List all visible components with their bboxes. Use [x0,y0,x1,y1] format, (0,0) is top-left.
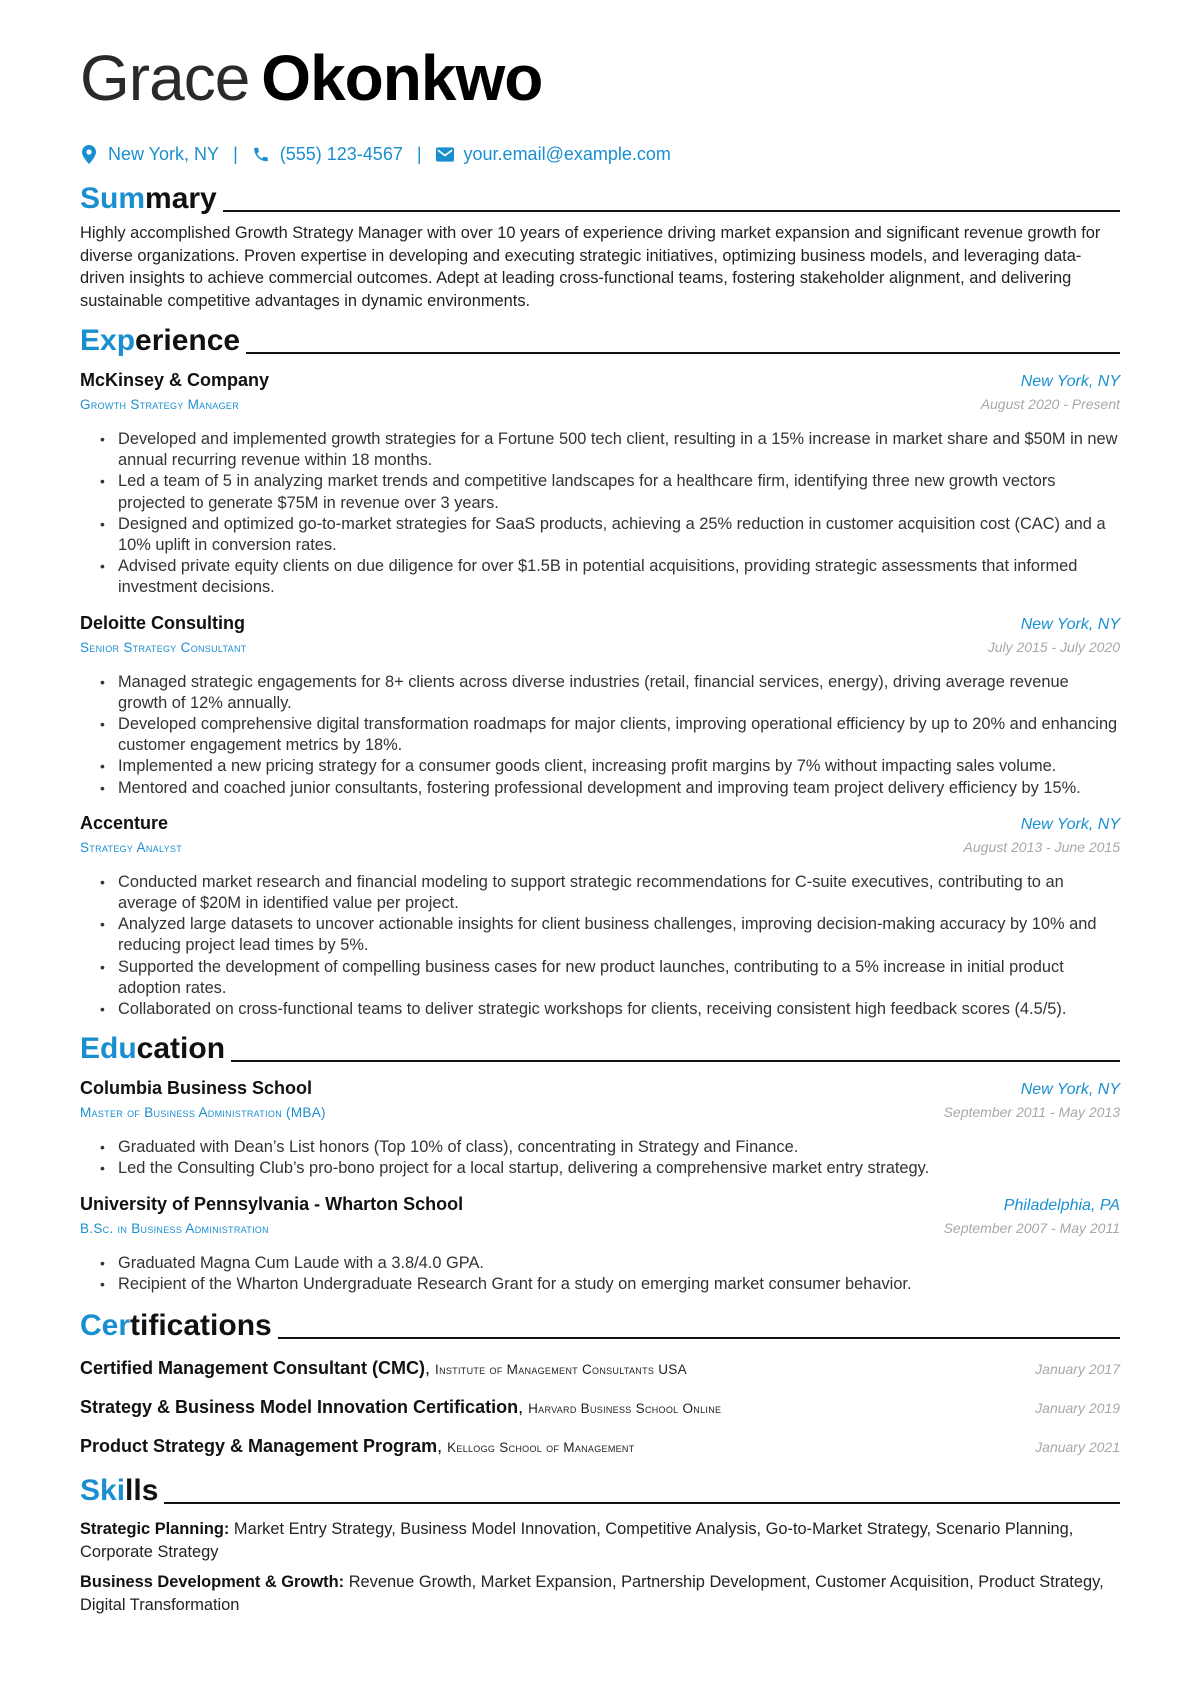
education-entry [80,1192,1120,1295]
bullet-list [80,429,1120,599]
contact-email[interactable]: your.email@example.com [463,143,671,164]
bullet-list [80,1137,1120,1179]
degree: B.Sc. in Business Administration [80,1220,269,1236]
bullet-list [80,1253,1120,1295]
title-rest: erience [135,324,241,357]
entry-dates: August 2020 - Present [980,396,1120,412]
certification-name: Strategy & Business Model Innovation Certification [80,1397,519,1418]
entry-dates: September 2007 - May 2011 [943,1219,1120,1236]
title-rest: lls [125,1474,159,1508]
certifications-heading [80,1303,1120,1343]
title-accent: Edu [80,1032,137,1066]
entry-location: New York, NY [1020,815,1120,833]
entry-location: New York, NY [1020,1081,1120,1099]
bullet-item: • Conducted market research and financial modeling to support strategic recommendations for C-suite executives, contributing to an average of $20M in identified value per project. [118,872,1120,914]
job-title: Strategy Analyst [80,839,182,855]
experience-list [80,368,1120,1020]
certification-name: Certified Management Consultant (CMC) [80,1358,426,1379]
bullet-item: • Developed and implemented growth strategies for a Fortune 500 tech client, resulting in a 15% increase in market share and $50M in new annual recurring revenue within 18 months. [118,429,1120,471]
section-rule [223,210,1120,212]
skill-category: Strategic Planning: [80,1520,230,1539]
education-heading [80,1026,1120,1066]
entry-dates: August 2013 - June 2015 [963,838,1120,855]
section-title [80,1474,158,1508]
summary-heading [80,176,1120,216]
phone-icon [252,144,270,164]
entry-dates: September 2011 - May 2013 [943,1104,1120,1121]
contact-line [80,142,1120,166]
certification-name: Product Strategy & Management Program [80,1436,438,1457]
title-rest: mary [145,182,217,215]
degree: Master of Business Administration (MBA) [80,1105,326,1121]
section-rule [231,1060,1120,1062]
bullet-list [80,672,1120,799]
entry-dates: July 2015 - July 2020 [987,638,1120,655]
school-name: University of Pennsylvania - Wharton School [80,1193,464,1214]
bullet-item: • Graduated with Dean’s List honors (Top 10% of class), concentrating in Strategy and Finance. [118,1137,1120,1158]
comma: , [425,1358,436,1379]
school-name: Columbia Business School [80,1078,313,1099]
job-title: Senior Strategy Consultant [80,639,247,655]
experience-entry [80,611,1120,799]
bullet-item: • Supported the development of compelling business cases for new product launches, contributing to a 5% increase in initial product adoption rates. [118,957,1120,999]
section-rule [278,1337,1120,1339]
title-accent: Sum [80,182,146,215]
bullet-item: • Developed comprehensive digital transformation roadmaps for major clients, improving operational efficiency by up to 20% and enhancing customer engagement metrics by 18%. [118,714,1120,756]
certification-date: January 2019 [1035,1400,1120,1417]
skill-list: Revenue Growth, Market Expansion, Partnership Development, Customer Acquisition, Product Strategy, Digital Transformation [80,1573,1104,1614]
comma: , [518,1397,529,1418]
company-name: McKinsey & Company [80,370,270,390]
skill-group [80,1518,1120,1563]
envelope-icon [436,144,454,164]
bullet-item: • Implemented a new pricing strategy for a consumer goods client, increasing profit margins by 7% without impacting sales volume. [118,756,1120,777]
section-title [80,1309,272,1343]
bullet-item: • Mentored and coached junior consultants, fostering professional development and improving team project delivery efficiency by 15%. [118,778,1120,799]
section-title [80,182,217,216]
education-entry [80,1076,1120,1179]
certification-item [80,1395,1120,1421]
section-rule [164,1502,1120,1504]
map-marker-icon [80,144,98,164]
bullet-item: • Recipient of the Wharton Undergraduate Research Grant for a study on emerging market consumer behavior. [118,1274,1120,1295]
entry-location: New York, NY [1020,615,1120,633]
certification-item [80,1356,1120,1382]
section-title [80,324,240,358]
section-title [80,1032,225,1066]
resume-page [80,38,1120,1616]
certification-item [80,1434,1120,1460]
certification-issuer: Institute of Management Consultants USA [435,1362,687,1378]
contact-phone[interactable]: (555) 123-4567 [279,143,403,164]
skills-heading [80,1468,1120,1508]
certification-date: January 2021 [1035,1439,1120,1456]
summary-text: Highly accomplished Growth Strategy Manager with over 10 years of experience driving market expansion and significant revenue growth for diverse organizations. Proven expertise in developing and executing strategic initiatives, optimizing business models, and leveraging data-driven insights to achieve commercial outcomes. Adept at leading cross-functional teams, fostering stakeholder alignment, and delivering sustainable competitive advantages in dynamic environments. [80,224,1101,310]
candidate-name [80,38,1120,118]
skill-category: Business Development & Growth: [80,1573,345,1592]
company-name: Deloitte Consulting [80,612,245,633]
contact-separator: | [416,143,422,164]
bullet-list [80,872,1120,1020]
first-name: Grace [80,42,250,114]
bullet-item: • Led a team of 5 in analyzing market trends and competitive landscapes for a healthcare firm, identifying three new growth vectors projected to generate $75M in revenue over 3 years. [118,471,1120,513]
entry-location: Philadelphia, PA [1003,1196,1120,1214]
skill-list: Market Entry Strategy, Business Model Innovation, Competitive Analysis, Go-to-Market Strategy, Scenario Planning, Corporate Strategy [80,1520,1074,1561]
bullet-item: • Designed and optimized go-to-market strategies for SaaS products, achieving a 25% reduction in customer acquisition cost (CAC) and a 10% uplift in conversion rates. [118,514,1120,556]
bullet-item: • Advised private equity clients on due diligence for over $1.5B in potential acquisitions, providing strategic assessments that informed investment decisions. [118,556,1120,598]
certification-issuer: Kellogg School of Management [447,1440,635,1456]
certification-issuer: Harvard Business School Online [528,1401,722,1417]
bullet-item: • Collaborated on cross-functional teams to deliver strategic workshops for clients, receiving consistent high feedback scores (4.5/5). [118,999,1120,1020]
experience-heading [80,318,1120,358]
contact-separator: | [233,143,238,164]
bullet-item: • Managed strategic engagements for 8+ clients across diverse industries (retail, financial services, energy), driving average revenue growth of 12% annually. [118,672,1120,714]
company-name: Accenture [80,812,169,833]
bullet-item: • Graduated Magna Cum Laude with a 3.8/4.0 GPA. [118,1253,1120,1274]
entry-location: New York, NY [1020,373,1120,390]
title-accent: Cer [80,1309,131,1343]
bullet-item: • Led the Consulting Club’s pro-bono project for a local startup, delivering a comprehensive market entry strategy. [118,1158,1120,1179]
experience-entry [80,811,1120,1020]
title-rest: cation [136,1032,226,1066]
section-rule [246,352,1120,354]
title-accent: Exp [80,324,136,357]
bullet-item: • Analyzed large datasets to uncover actionable insights for client business challenges, improving decision-making accuracy by 10% and reducing project lead times by 5%. [118,914,1120,956]
contact-location: New York, NY [108,143,220,164]
title-rest: tifications [130,1309,272,1343]
skill-group [80,1571,1120,1616]
job-title: Growth Strategy Manager [80,397,239,412]
title-accent: Ski [80,1474,126,1508]
comma: , [437,1436,448,1457]
certification-date: January 2017 [1035,1361,1120,1378]
experience-entry [80,368,1120,599]
last-name: Okonkwo [261,42,543,114]
